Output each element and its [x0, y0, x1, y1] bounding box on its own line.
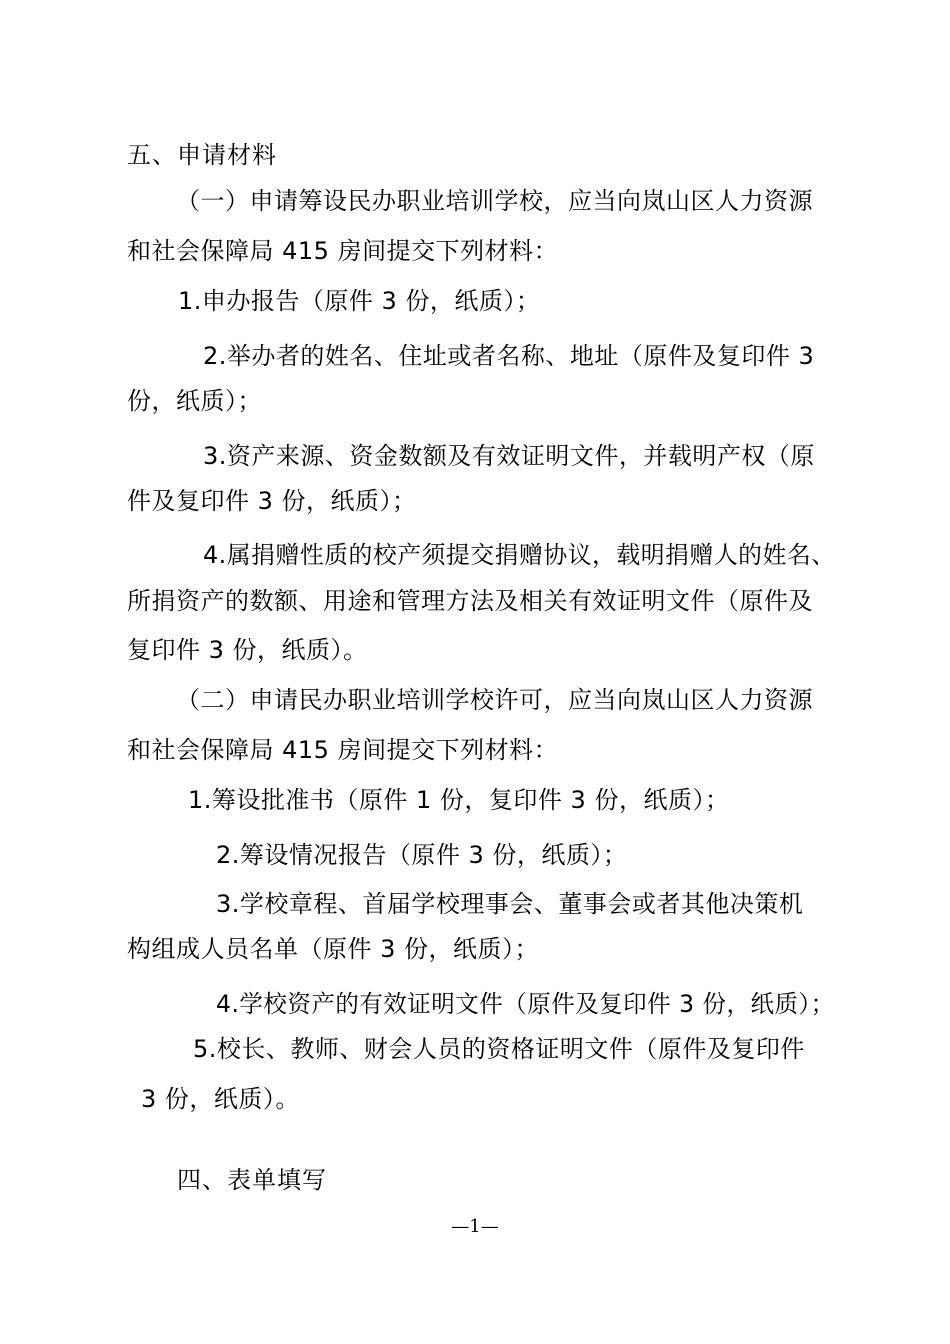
- section-five-heading: 五、申请材料: [127, 141, 277, 169]
- part1-item4-line3: 复印件 3 份，纸质）。: [127, 636, 368, 664]
- part1-item3-line1: 3.资产来源、资金数额及有效证明文件，并载明产权（原: [203, 442, 815, 470]
- section-four-heading: 四、表单填写: [177, 1166, 327, 1194]
- part1-item3-line2: 件及复印件 3 份，纸质）；: [127, 487, 417, 515]
- part2-item4-line1: 4.学校资产的有效证明文件（原件及复印件 3 份，纸质）；: [216, 990, 835, 1018]
- part2-item5-line1: 5.校长、教师、财会人员的资格证明文件（原件及复印件: [193, 1035, 805, 1063]
- part1-item4-line2: 所捐资产的数额、用途和管理方法及相关有效证明文件（原件及: [127, 587, 813, 615]
- part2-item3-line1: 3.学校章程、首届学校理事会、董事会或者其他决策机: [216, 890, 804, 918]
- page-number: —1—: [451, 1216, 499, 1237]
- part1-item4-line1: 4.属捐赠性质的校产须提交捐赠协议，载明捐赠人的姓名、: [203, 541, 836, 569]
- part2-intro-line2: 和社会保障局 415 房间提交下列材料：: [127, 736, 559, 764]
- part2-intro-line1: （二）申请民办职业培训学校许可，应当向岚山区人力资源: [176, 686, 813, 714]
- part2-item1-line1: 1.筹设批准书（原件 1 份，复印件 3 份，纸质）；: [188, 786, 730, 814]
- part1-item1-line1: 1.申办报告（原件 3 份，纸质）；: [178, 287, 541, 315]
- part2-item5-line2: 3 份，纸质）。: [141, 1085, 300, 1113]
- part2-item2-line1: 2.筹设情况报告（原件 3 份，纸质）；: [216, 841, 628, 869]
- part1-intro-line1: （一）申请筹设民办职业培训学校，应当向岚山区人力资源: [176, 187, 813, 215]
- part1-intro-line2: 和社会保障局 415 房间提交下列材料：: [127, 237, 559, 265]
- part1-item2-line2: 份，纸质）；: [127, 387, 262, 415]
- part1-item2-line1: 2.举办者的姓名、住址或者名称、地址（原件及复印件 3: [203, 342, 815, 370]
- part2-item3-line2: 构组成人员名单（原件 3 份，纸质）；: [127, 935, 540, 963]
